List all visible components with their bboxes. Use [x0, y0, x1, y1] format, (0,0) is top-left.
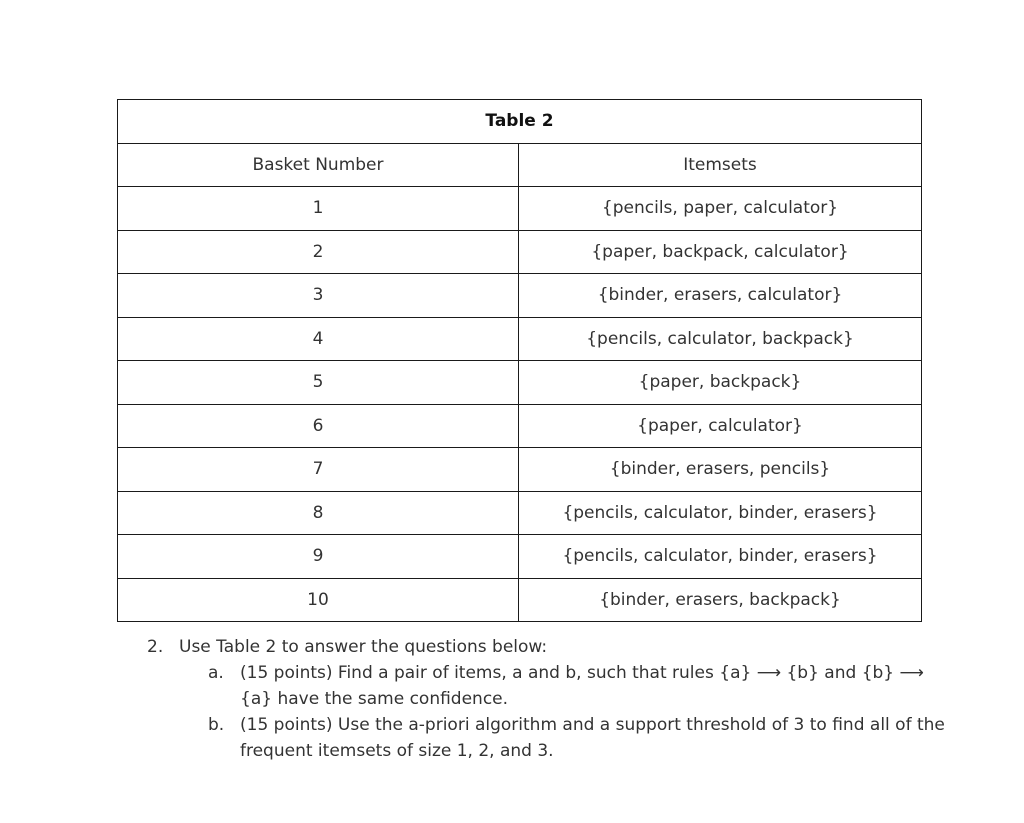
table-title: Table 2: [118, 100, 922, 144]
itemset-cell: {binder, erasers, calculator}: [519, 274, 922, 318]
itemset-cell: {pencils, paper, calculator}: [519, 187, 922, 231]
subquestion-letter: a.: [208, 663, 224, 683]
itemset-cell: {binder, erasers, pencils}: [519, 448, 922, 492]
table-row: [118, 404, 922, 448]
basket-number-cell: 1: [118, 187, 519, 231]
itemset-cell: {paper, backpack}: [519, 361, 922, 405]
header-basket-number: Basket Number: [118, 143, 519, 187]
basket-number-cell: 8: [118, 491, 519, 535]
basket-number-cell: 7: [118, 448, 519, 492]
question-number: 2.: [147, 637, 164, 657]
baskets-table: [117, 99, 922, 622]
basket-number-cell: 6: [118, 404, 519, 448]
basket-number-cell: 4: [118, 317, 519, 361]
question-block: [147, 634, 947, 764]
question-2: [147, 634, 947, 660]
basket-number-cell: 2: [118, 230, 519, 274]
basket-number-cell: 10: [118, 578, 519, 622]
question-2a: [208, 660, 947, 712]
subquestion-text: (15 points) Use the a-priori algorithm and a support threshold of 3 to find all of the frequent itemsets of size 1, 2, and 3.: [240, 715, 945, 761]
itemset-cell: {pencils, calculator, binder, erasers}: [519, 535, 922, 579]
header-itemsets: Itemsets: [519, 143, 922, 187]
basket-number-cell: 3: [118, 274, 519, 318]
basket-number-cell: 9: [118, 535, 519, 579]
table-row: [118, 187, 922, 231]
table-row: [118, 491, 922, 535]
itemset-cell: {paper, calculator}: [519, 404, 922, 448]
table-row: [118, 317, 922, 361]
itemset-cell: {paper, backpack, calculator}: [519, 230, 922, 274]
itemset-cell: {pencils, calculator, backpack}: [519, 317, 922, 361]
table-row: [118, 361, 922, 405]
itemset-cell: {binder, erasers, backpack}: [519, 578, 922, 622]
table-row: [118, 274, 922, 318]
table-header-row: [118, 143, 922, 187]
table-title-row: [118, 100, 922, 144]
table-row: [118, 448, 922, 492]
basket-number-cell: 5: [118, 361, 519, 405]
table-row: [118, 578, 922, 622]
subquestion-letter: b.: [208, 715, 225, 735]
question-2b: [208, 712, 947, 764]
itemset-cell: {pencils, calculator, binder, erasers}: [519, 491, 922, 535]
table-row: [118, 535, 922, 579]
subquestion-text: (15 points) Find a pair of items, a and b, such that rules {a} ⟶ {b} and {b} ⟶ {a} have the same confidence.: [240, 663, 924, 709]
question-text: Use Table 2 to answer the questions below:: [179, 637, 548, 657]
table-row: [118, 230, 922, 274]
